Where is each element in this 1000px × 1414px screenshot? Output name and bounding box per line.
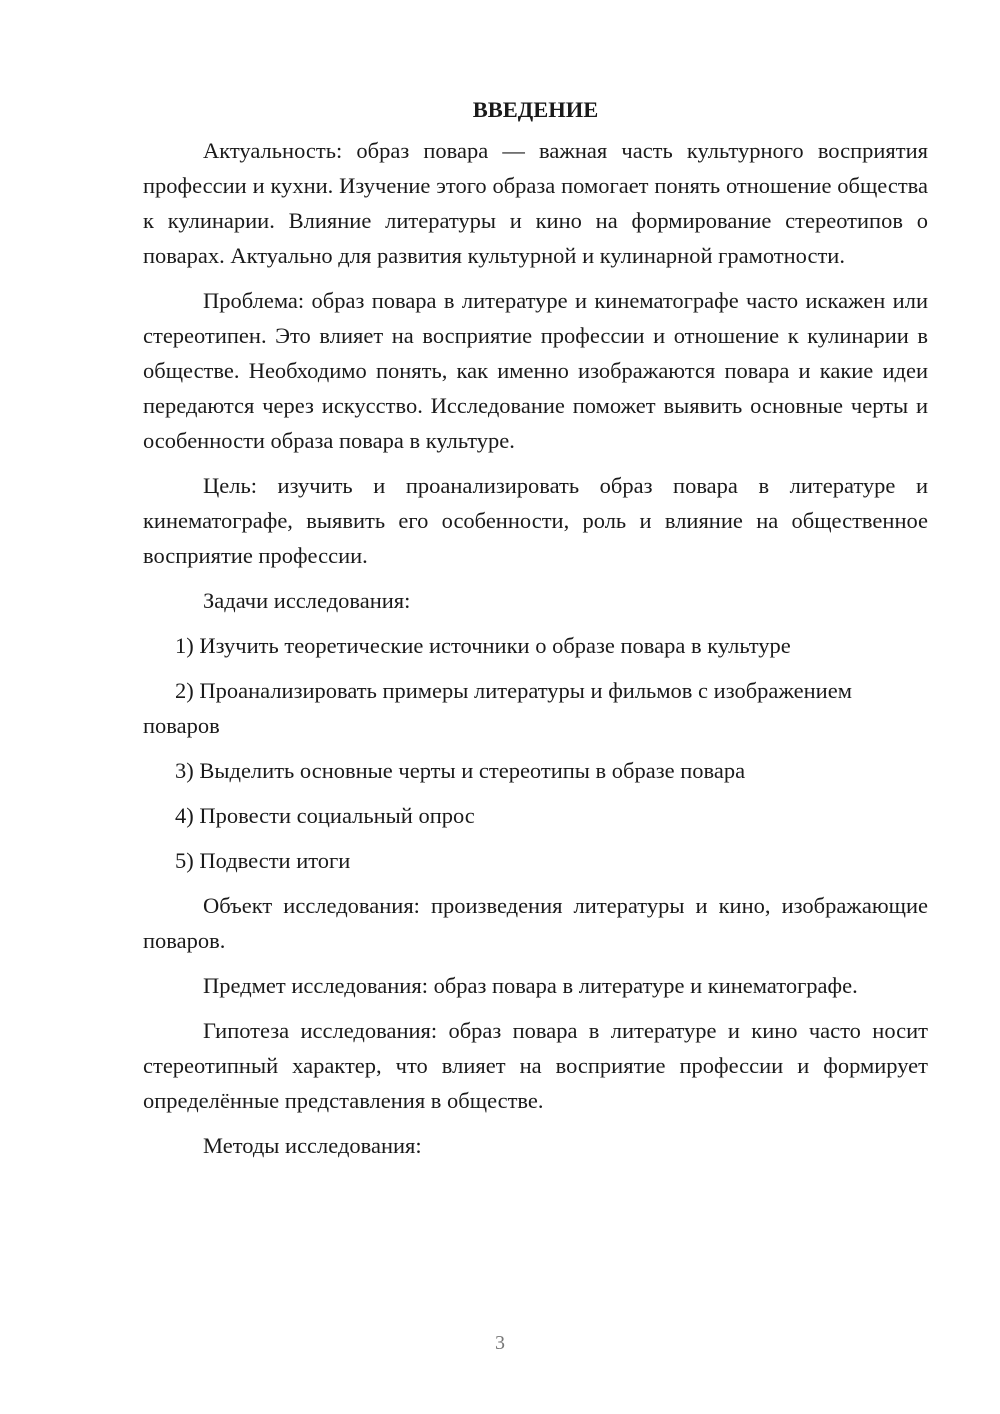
page-number: 3: [495, 1332, 505, 1354]
task-item-1: 1) Изучить теоретические источники о образе повара в культуре: [175, 633, 791, 658]
tasks-heading: Задачи исследования:: [203, 588, 411, 613]
page-content: [143, 92, 928, 1173]
task-item-4: 4) Провести социальный опрос: [175, 803, 475, 828]
section-title: ВВЕДЕНИЕ: [472, 97, 599, 122]
task-item-2: 2) Проанализировать примеры литературы и фильмов с изображением поваров: [143, 678, 852, 738]
paragraph-hypothesis: Гипотеза исследования: образ повара в литературе и кино часто носит стереотипный характер, что влияет на восприятие профессии и формирует определённые представления в обществе.: [143, 1018, 928, 1113]
task-item-3: 3) Выделить основные черты и стереотипы в образе повара: [175, 758, 746, 783]
paragraph-object: Объект исследования: произведения литературы и кино, изображающие поваров.: [143, 893, 928, 953]
paragraph-subject: Предмет исследования: образ повара в литературе и кинематографе.: [203, 973, 858, 998]
task-item-5: 5) Подвести итоги: [175, 848, 351, 873]
paragraph-relevance: Актуальность: образ повара — важная часть культурного восприятия профессии и кухни. Изучение этого образа помогает понять отношение общества к кулинарии. Влияние литературы и кино на формирование стереотипов о поварах. Актуально для развития культурной и кулинарной грамотности.: [143, 138, 928, 268]
paragraph-problem: Проблема: образ повара в литературе и кинематографе часто искажен или стереотипен. Это влияет на восприятие профессии и отношение к кулинарии в обществе. Необходимо понять, как именно изображаются повара и какие идеи передаются через искусство. Исследование поможет выявить основные черты и особенности образа повара в культуре.: [143, 288, 928, 453]
paragraph-goal: Цель: изучить и проанализировать образ повара в литературе и кинематографе, выявить его особенности, роль и влияние на общественное восприятие профессии.: [143, 473, 928, 568]
methods-heading: Методы исследования:: [203, 1133, 422, 1158]
